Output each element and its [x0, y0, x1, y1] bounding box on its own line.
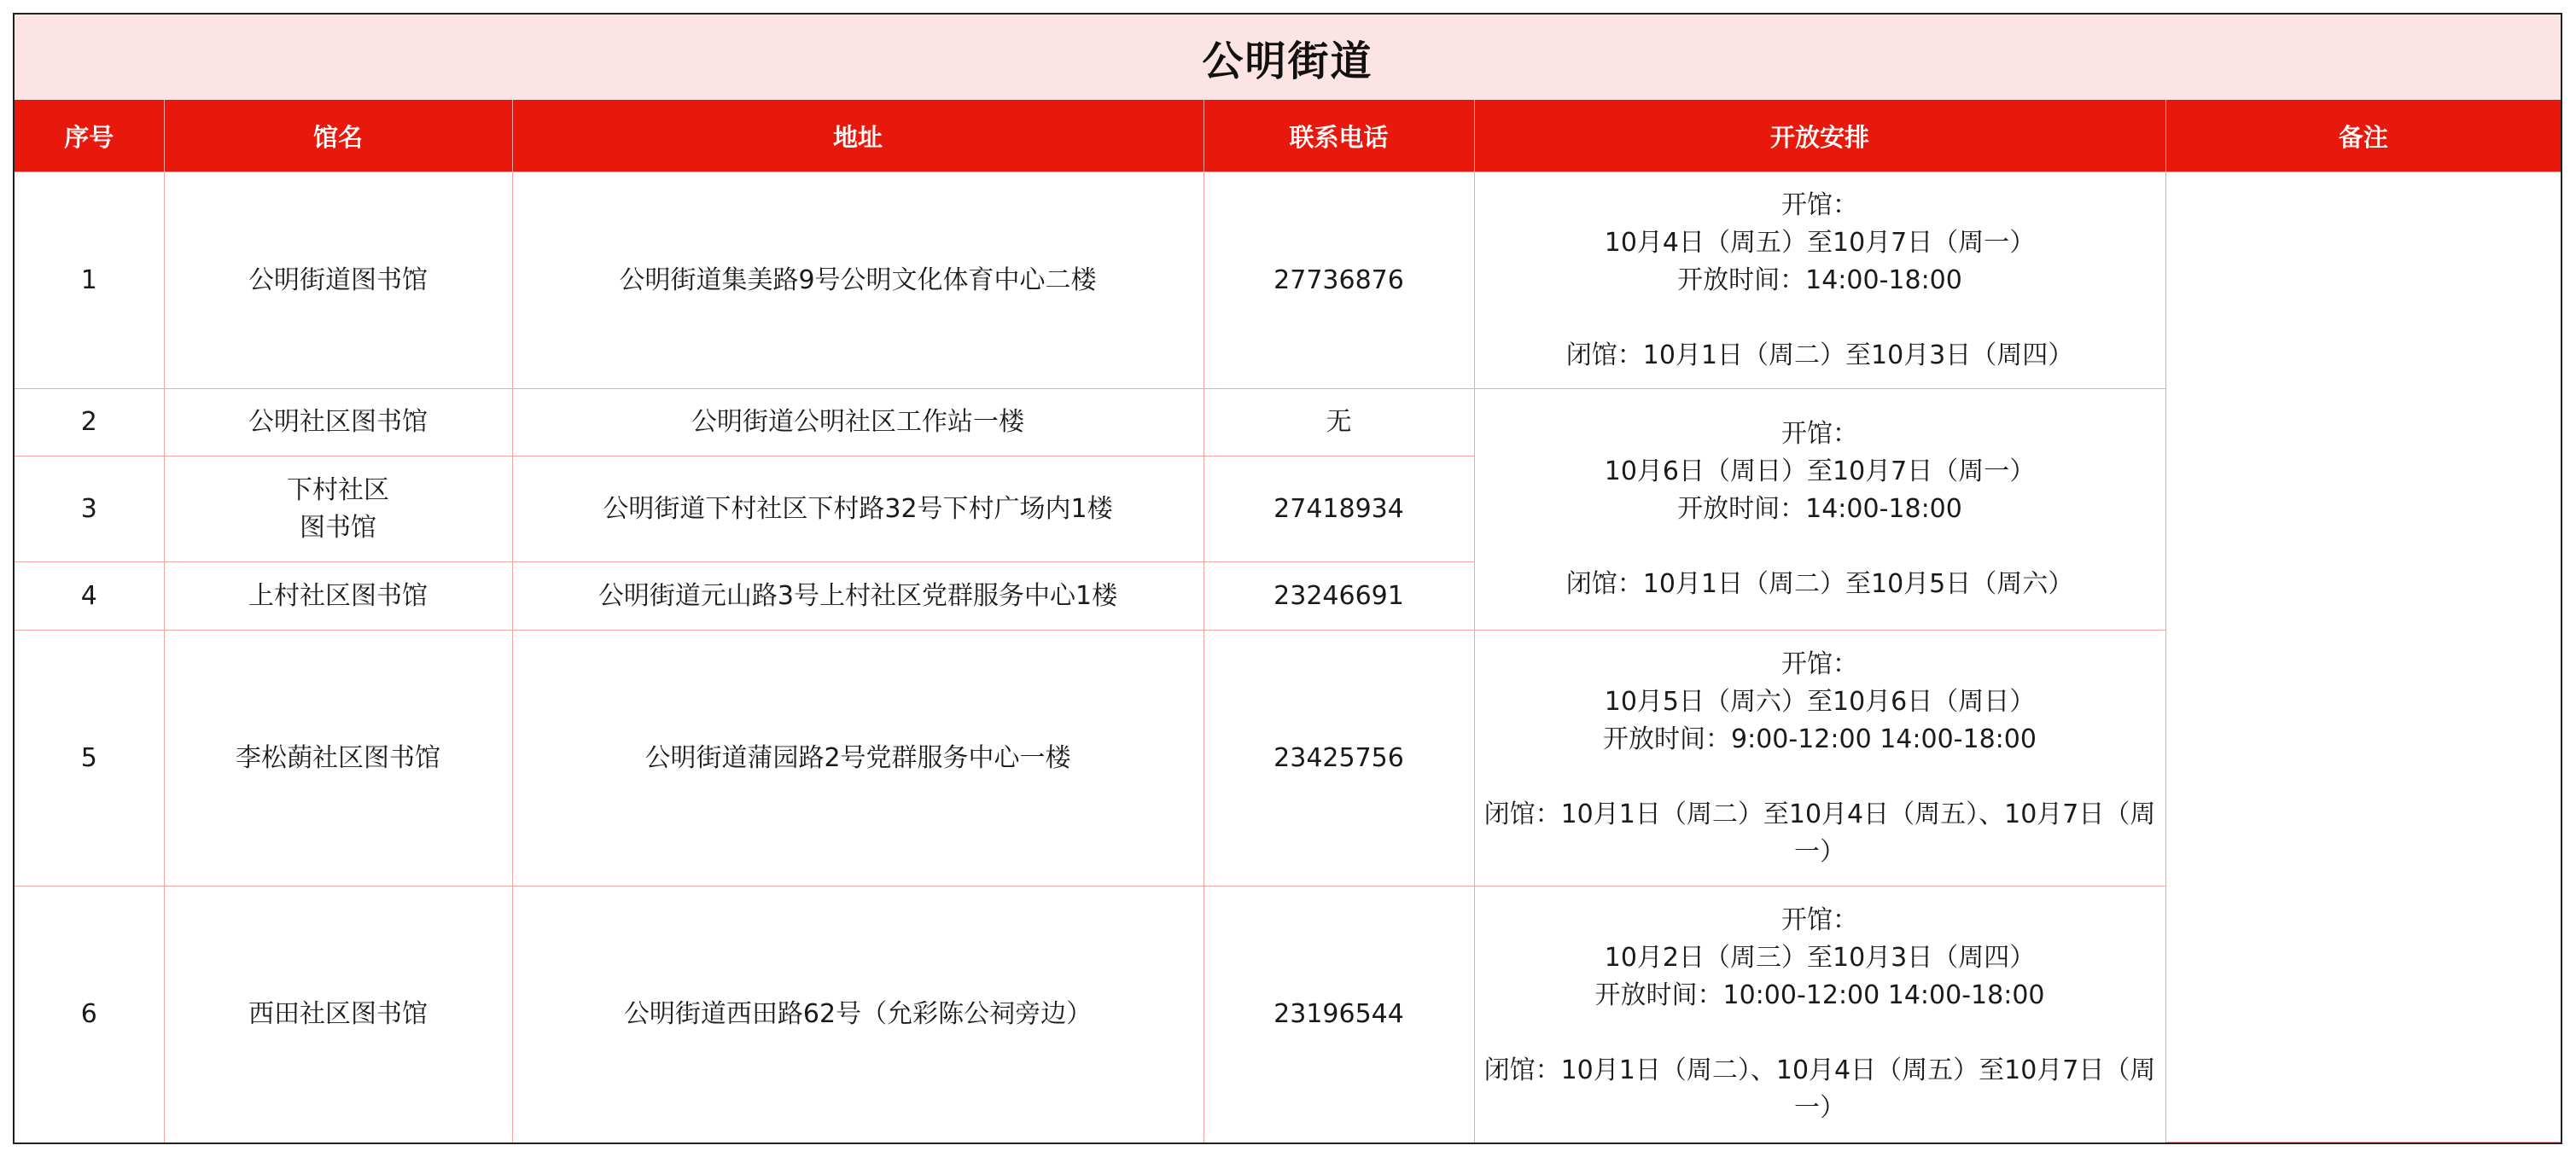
cell-name: 西田社区图书馆: [164, 887, 512, 1142]
header-schedule: 开放安排: [1474, 100, 2165, 172]
library-table: [15, 100, 2561, 1142]
cell-index: 1: [15, 172, 164, 389]
header-name: 馆名: [164, 100, 512, 172]
cell-phone: 无: [1203, 389, 1474, 456]
cell-schedule: 开馆： 10月5日（周六）至10月6日（周日） 开放时间：9:00-12:00 14:00-18:00 闭馆：10月1日（周二）至10月4日（周五）、10月7日（周一）: [1474, 631, 2165, 887]
cell-name: 公明社区图书馆: [164, 389, 512, 456]
cell-address: 公明街道公明社区工作站一楼: [512, 389, 1203, 456]
cell-phone: 27418934: [1203, 456, 1474, 562]
cell-index: 6: [15, 887, 164, 1142]
header-index: 序号: [15, 100, 164, 172]
cell-phone: 23425756: [1203, 631, 1474, 887]
cell-phone: 23246691: [1203, 562, 1474, 631]
header-remarks: 备注: [2165, 100, 2561, 172]
cell-address: 公明街道集美路9号公明文化体育中心二楼: [512, 172, 1203, 389]
cell-remarks: [2165, 172, 2561, 1142]
cell-address: 公明街道下村社区下村路32号下村广场内1楼: [512, 456, 1203, 562]
cell-name: 李松蓢社区图书馆: [164, 631, 512, 887]
cell-index: 5: [15, 631, 164, 887]
header-address: 地址: [512, 100, 1203, 172]
cell-phone: 23196544: [1203, 887, 1474, 1142]
cell-index: 4: [15, 562, 164, 631]
cell-index: 2: [15, 389, 164, 456]
cell-name: 公明街道图书馆: [164, 172, 512, 389]
cell-address: 公明街道蒲园路2号党群服务中心一楼: [512, 631, 1203, 887]
header-phone: 联系电话: [1203, 100, 1474, 172]
sheet-title: 公明街道: [15, 15, 2561, 100]
cell-name: 下村社区 图书馆: [164, 456, 512, 562]
cell-schedule: 开馆： 10月6日（周日）至10月7日（周一） 开放时间：14:00-18:00 闭馆：10月1日（周二）至10月5日（周六）: [1474, 389, 2165, 631]
library-schedule-sheet: [13, 13, 2562, 1144]
cell-address: 公明街道元山路3号上村社区党群服务中心1楼: [512, 562, 1203, 631]
header-row: [15, 100, 2561, 172]
cell-schedule: 开馆： 10月4日（周五）至10月7日（周一） 开放时间：14:00-18:00 闭馆：10月1日（周二）至10月3日（周四）: [1474, 172, 2165, 389]
cell-address: 公明街道西田路62号（允彩陈公祠旁边）: [512, 887, 1203, 1142]
cell-phone: 27736876: [1203, 172, 1474, 389]
cell-schedule: 开馆： 10月2日（周三）至10月3日（周四） 开放时间：10:00-12:00 14:00-18:00 闭馆：10月1日（周二）、10月4日（周五）至10月7日（周一）: [1474, 887, 2165, 1142]
table-row: [15, 172, 2561, 389]
cell-name: 上村社区图书馆: [164, 562, 512, 631]
cell-index: 3: [15, 456, 164, 562]
